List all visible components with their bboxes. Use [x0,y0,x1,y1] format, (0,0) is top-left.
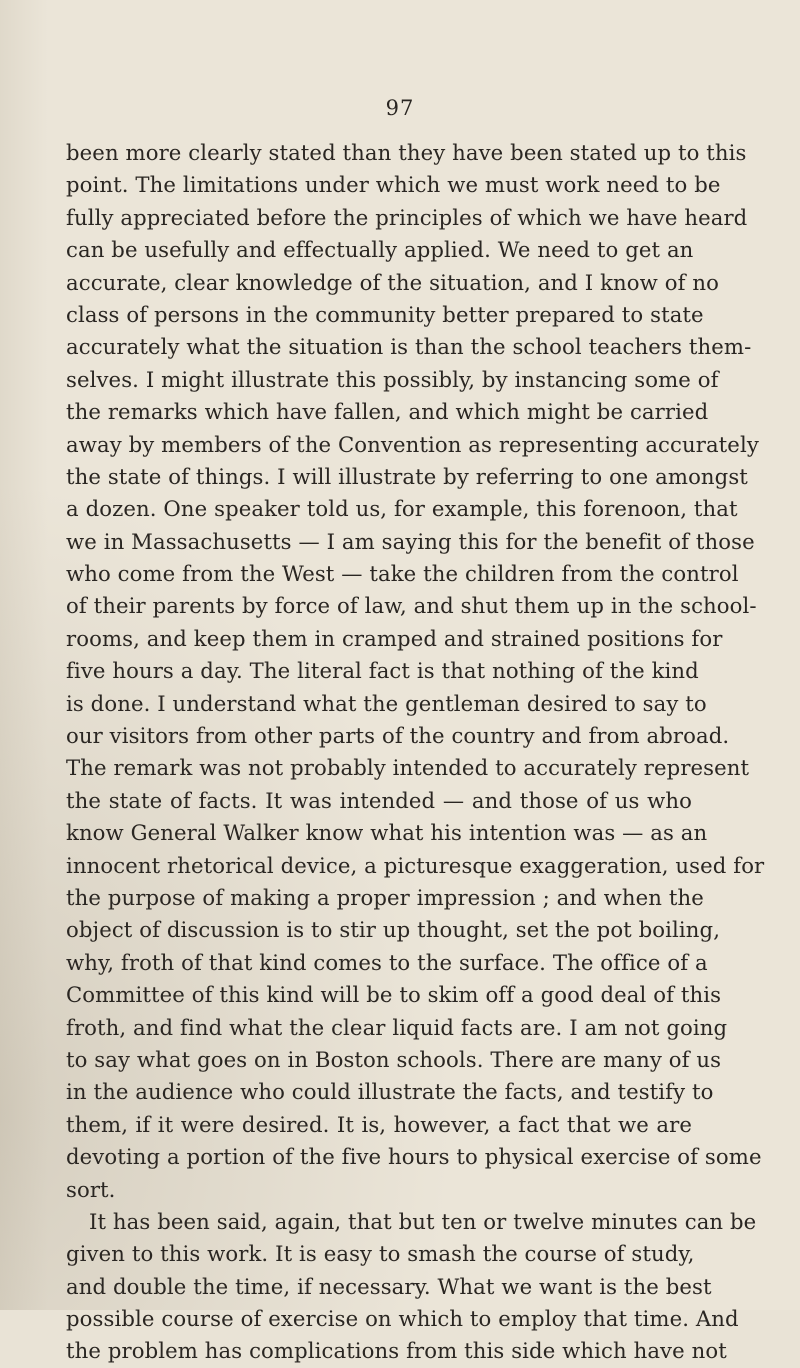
text-line: class of persons in the community better prepared to state [66,301,704,327]
body-text [66,137,765,1368]
text-line: why, froth of that kind comes to the surface. The office of a [66,949,708,975]
text-line: accurate, clear knowledge of the situation, and I know of no [66,269,719,295]
text-line: and double the time, if necessary. What we want is the best [66,1273,712,1299]
text-line: given to this work. It is easy to smash the course of study, [66,1241,695,1267]
text-line: rooms, and keep them in cramped and strained positions for [66,625,723,651]
text-line: been more clearly stated than they have been stated up to this [66,140,747,165]
text-line: in the audience who could illustrate the facts, and testify to [66,1079,714,1105]
text-line: who come from the West — take the children from the control [66,561,739,587]
text-line: we in Massachusetts — I am saying this for the benefit of those [66,528,755,554]
text-line: fully appreciated before the principles of which we have heard [66,204,748,230]
text-line: is done. I understand what the gentleman desired to say to [66,690,707,716]
text-line: the remarks which have fallen, and which might be carried [66,399,709,425]
page-number: 97 [385,96,415,120]
text-line: It has been said, again, that but ten or twelve minutes can be [89,1208,757,1234]
text-line: froth, and find what the clear liquid facts are. I am not going [66,1014,728,1040]
text-line: our visitors from other parts of the country and from abroad. [66,723,730,749]
text-line: possible course of exercise on which to employ that time. And [66,1306,739,1332]
text-line: the state of facts. It was intended — and those of us who [66,787,692,813]
text-line: the problem has complications from this side which have not [66,1338,727,1364]
text-line: a dozen. One speaker told us, for example, this forenoon, that [66,496,738,522]
text-line: sort. [66,1176,116,1202]
text-line: know General Walker know what his intention was — as an [66,820,708,846]
text-line: The remark was not probably intended to accurately represent [66,755,750,781]
text-line: accurately what the situation is than the school teachers them- [66,334,752,360]
text-line: point. The limitations under which we must work need to be [66,172,721,198]
text-line: selves. I might illustrate this possibly, by instancing some of [66,366,719,392]
text-line: away by members of the Convention as representing accurately [66,431,759,457]
text-line: five hours a day. The literal fact is that nothing of the kind [66,658,699,684]
text-line: object of discussion is to stir up thought, set the pot boiling, [66,917,721,943]
text-line: devoting a portion of the five hours to physical exercise of some [66,1144,762,1170]
text-line: them, if it were desired. It is, however, a fact that we are [66,1111,692,1137]
text-line: innocent rhetorical device, a picturesque exaggeration, used for [66,852,765,878]
text-line: of their parents by force of law, and shut them up in the school- [66,593,757,619]
text-line: the state of things. I will illustrate by referring to one amongst [66,463,748,489]
text-line: Committee of this kind will be to skim off a good deal of this [66,982,722,1008]
text-line: the purpose of making a proper impression ; and when the [66,884,704,910]
text-line: can be usefully and effectually applied. We need to get an [66,237,694,263]
text-line: to say what goes on in Boston schools. There are many of us [66,1046,722,1072]
